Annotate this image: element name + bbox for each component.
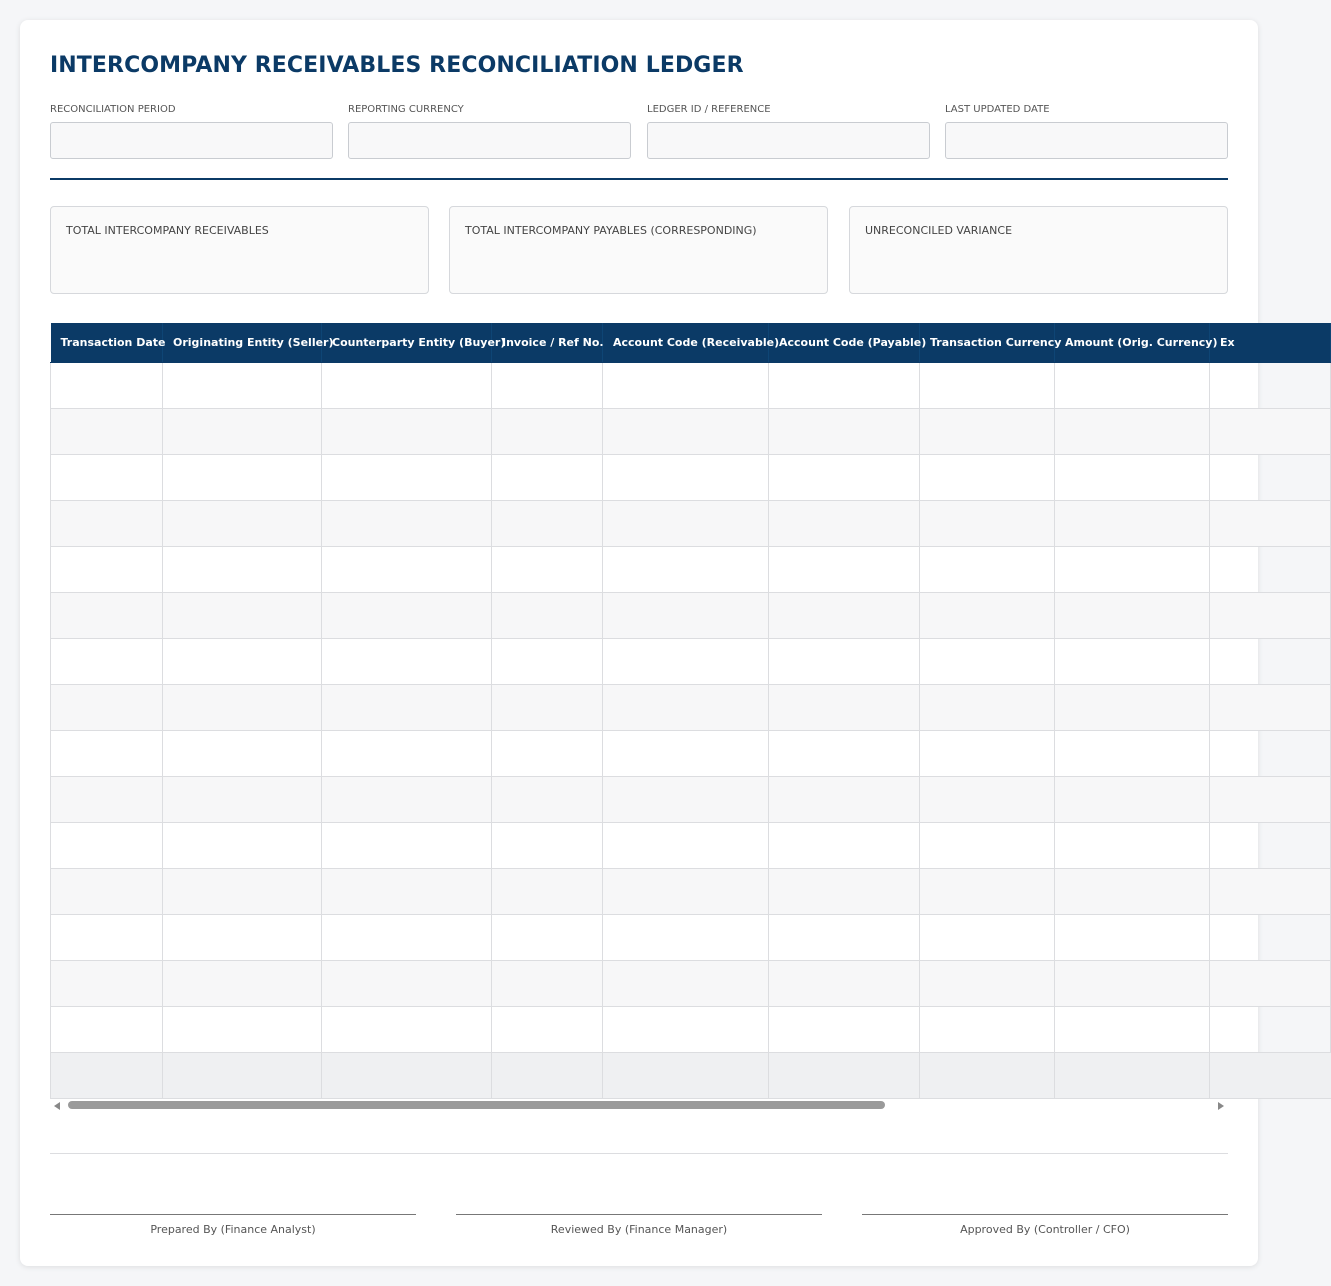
table-cell[interactable] xyxy=(1210,546,1331,592)
unreconciled-variance-label: UNRECONCILED VARIANCE xyxy=(865,224,1013,237)
total-receivables-box xyxy=(50,206,429,294)
table-cell[interactable] xyxy=(51,730,163,776)
signature-label-approved: Approved By (Controller / CFO) xyxy=(960,1223,1130,1236)
table-row xyxy=(51,684,1331,730)
table-cell[interactable] xyxy=(163,868,322,914)
table-cell[interactable] xyxy=(163,592,322,638)
signature-reviewed-by xyxy=(456,1214,822,1236)
table-cell[interactable] xyxy=(1210,684,1331,730)
table-cell[interactable] xyxy=(603,500,769,546)
table-cell[interactable] xyxy=(322,454,492,500)
table-row xyxy=(51,408,1331,454)
table-cell[interactable] xyxy=(920,868,1055,914)
table-cell[interactable] xyxy=(492,638,603,684)
table-cell[interactable] xyxy=(920,914,1055,960)
table-cell[interactable] xyxy=(51,408,163,454)
table-cell[interactable] xyxy=(1055,1006,1210,1052)
table-cell xyxy=(920,1052,1055,1098)
table-cell[interactable] xyxy=(1055,454,1210,500)
table-cell[interactable] xyxy=(51,868,163,914)
table-cell xyxy=(322,1052,492,1098)
signature-label-prepared: Prepared By (Finance Analyst) xyxy=(150,1223,316,1236)
reconciliation-period-field xyxy=(50,103,333,159)
scroll-left-icon[interactable] xyxy=(54,1102,60,1110)
table-cell[interactable] xyxy=(51,592,163,638)
table-cell[interactable] xyxy=(603,638,769,684)
table-cell[interactable] xyxy=(920,592,1055,638)
horizontal-scrollbar[interactable] xyxy=(50,1099,1228,1113)
table-cell[interactable] xyxy=(920,684,1055,730)
table-cell[interactable] xyxy=(1055,730,1210,776)
table-cell[interactable] xyxy=(492,914,603,960)
table-row xyxy=(51,546,1331,592)
table-cell[interactable] xyxy=(603,684,769,730)
table-cell[interactable] xyxy=(51,960,163,1006)
table-cell[interactable] xyxy=(322,1006,492,1052)
table-cell[interactable] xyxy=(492,408,603,454)
table-cell[interactable] xyxy=(51,822,163,868)
table-cell[interactable] xyxy=(769,454,920,500)
reporting-currency-field xyxy=(348,103,631,159)
table-cell xyxy=(603,1052,769,1098)
table-cell[interactable] xyxy=(492,822,603,868)
table-cell[interactable] xyxy=(1210,776,1331,822)
last-updated-date-label: LAST UPDATED DATE xyxy=(945,104,1050,115)
table-cell[interactable] xyxy=(1210,362,1331,408)
table-cell[interactable] xyxy=(51,776,163,822)
table-cell[interactable] xyxy=(322,776,492,822)
table-cell[interactable] xyxy=(163,546,322,592)
table-cell[interactable] xyxy=(769,362,920,408)
table-cell[interactable] xyxy=(322,592,492,638)
table-cell[interactable] xyxy=(322,684,492,730)
ledger-card xyxy=(20,20,1258,1266)
table-row xyxy=(51,500,1331,546)
ledger-id-label: LEDGER ID / REFERENCE xyxy=(647,104,771,115)
table-cell[interactable] xyxy=(769,914,920,960)
table-cell[interactable] xyxy=(322,868,492,914)
unreconciled-variance-box xyxy=(849,206,1228,294)
table-cell[interactable] xyxy=(1055,684,1210,730)
table-cell[interactable] xyxy=(769,684,920,730)
table-cell[interactable] xyxy=(1210,500,1331,546)
table-cell[interactable] xyxy=(322,914,492,960)
table-cell[interactable] xyxy=(920,822,1055,868)
table-cell[interactable] xyxy=(603,454,769,500)
table-cell[interactable] xyxy=(1055,362,1210,408)
table-row xyxy=(51,638,1331,684)
scroll-right-icon[interactable] xyxy=(1218,1102,1224,1110)
table-cell[interactable] xyxy=(163,914,322,960)
table-cell[interactable] xyxy=(163,822,322,868)
table-cell[interactable] xyxy=(322,362,492,408)
reporting-currency-input[interactable] xyxy=(348,122,631,159)
table-cell[interactable] xyxy=(163,730,322,776)
table-row xyxy=(51,868,1331,914)
table-cell[interactable] xyxy=(920,960,1055,1006)
table-cell[interactable] xyxy=(322,546,492,592)
header-divider xyxy=(50,178,1228,180)
signature-label-reviewed: Reviewed By (Finance Manager) xyxy=(550,1223,728,1236)
table-cell[interactable] xyxy=(920,546,1055,592)
table-cell[interactable] xyxy=(920,362,1055,408)
signature-prepared-by xyxy=(50,1214,416,1236)
column-header-originating-entity: Originating Entity (Seller) xyxy=(163,323,322,362)
ledger-table-container[interactable] xyxy=(50,323,1235,1099)
table-cell[interactable] xyxy=(492,592,603,638)
table-cell[interactable] xyxy=(51,684,163,730)
table-cell[interactable] xyxy=(492,868,603,914)
table-row xyxy=(51,1006,1331,1052)
table-cell[interactable] xyxy=(163,1006,322,1052)
table-cell[interactable] xyxy=(920,1006,1055,1052)
table-cell[interactable] xyxy=(163,960,322,1006)
column-header-account-receivable: Account Code (Receivable) xyxy=(603,323,769,362)
table-cell[interactable] xyxy=(1210,868,1331,914)
table-cell[interactable] xyxy=(51,1006,163,1052)
last-updated-date-input[interactable] xyxy=(945,122,1228,159)
column-header-amount-orig: Amount (Orig. Currency) xyxy=(1055,323,1210,362)
column-header-transaction-currency: Transaction Currency xyxy=(920,323,1055,362)
table-cell[interactable] xyxy=(603,362,769,408)
signature-approved-by xyxy=(862,1214,1228,1236)
table-cell[interactable] xyxy=(51,914,163,960)
reconciliation-period-input[interactable] xyxy=(50,122,333,159)
table-cell[interactable] xyxy=(1055,914,1210,960)
table-cell[interactable] xyxy=(492,546,603,592)
table-cell[interactable] xyxy=(769,1006,920,1052)
table-row xyxy=(51,592,1331,638)
total-payables-box xyxy=(449,206,828,294)
table-cell[interactable] xyxy=(492,500,603,546)
table-cell[interactable] xyxy=(920,776,1055,822)
table-row xyxy=(51,776,1331,822)
column-header-account-payable: Account Code (Payable) xyxy=(769,323,920,362)
ledger-id-field xyxy=(647,103,930,159)
table-cell[interactable] xyxy=(1210,914,1331,960)
table-cell[interactable] xyxy=(1055,500,1210,546)
table-cell xyxy=(1210,1052,1331,1098)
table-cell[interactable] xyxy=(492,776,603,822)
total-payables-label: TOTAL INTERCOMPANY PAYABLES (CORRESPONDING) xyxy=(465,224,757,237)
table-body xyxy=(51,362,1331,1098)
table-cell[interactable] xyxy=(51,500,163,546)
table-cell[interactable] xyxy=(492,730,603,776)
table-cell[interactable] xyxy=(920,730,1055,776)
table-cell[interactable] xyxy=(163,684,322,730)
table-cell[interactable] xyxy=(1055,638,1210,684)
table-cell[interactable] xyxy=(920,454,1055,500)
table-cell[interactable] xyxy=(1055,868,1210,914)
table-cell[interactable] xyxy=(163,638,322,684)
table-cell[interactable] xyxy=(603,408,769,454)
table-cell[interactable] xyxy=(1210,454,1331,500)
table-cell[interactable] xyxy=(1210,592,1331,638)
table-cell[interactable] xyxy=(1055,546,1210,592)
reporting-currency-label: REPORTING CURRENCY xyxy=(348,104,464,115)
column-header-invoice-ref: Invoice / Ref No. xyxy=(492,323,603,362)
table-header xyxy=(51,323,1331,362)
table-cell[interactable] xyxy=(603,776,769,822)
ledger-table xyxy=(50,323,1331,1099)
table-cell[interactable] xyxy=(920,638,1055,684)
table-cell[interactable] xyxy=(1055,592,1210,638)
table-cell[interactable] xyxy=(1210,730,1331,776)
table-cell[interactable] xyxy=(322,638,492,684)
table-cell[interactable] xyxy=(1055,776,1210,822)
table-cell xyxy=(769,1052,920,1098)
table-cell[interactable] xyxy=(1210,638,1331,684)
table-cell[interactable] xyxy=(769,408,920,454)
table-cell[interactable] xyxy=(603,546,769,592)
signature-line xyxy=(456,1214,822,1215)
table-row xyxy=(51,822,1331,868)
table-cell[interactable] xyxy=(769,592,920,638)
table-cell[interactable] xyxy=(769,500,920,546)
signature-line xyxy=(50,1214,416,1215)
table-cell[interactable] xyxy=(603,914,769,960)
table-cell[interactable] xyxy=(163,362,322,408)
table-cell[interactable] xyxy=(1210,960,1331,1006)
table-cell[interactable] xyxy=(603,1006,769,1052)
table-cell[interactable] xyxy=(163,408,322,454)
signature-line xyxy=(862,1214,1228,1215)
table-row xyxy=(51,960,1331,1006)
table-cell xyxy=(163,1052,322,1098)
table-cell[interactable] xyxy=(492,454,603,500)
table-cell[interactable] xyxy=(322,960,492,1006)
table-cell[interactable] xyxy=(492,960,603,1006)
table-row xyxy=(51,730,1331,776)
footer-divider xyxy=(50,1153,1228,1154)
table-cell[interactable] xyxy=(51,362,163,408)
page-title: INTERCOMPANY RECEIVABLES RECONCILIATION LEDGER xyxy=(50,53,744,78)
total-receivables-label: TOTAL INTERCOMPANY RECEIVABLES xyxy=(66,224,269,237)
table-row xyxy=(51,362,1331,408)
column-header-transaction-date: Transaction Date xyxy=(51,323,163,362)
scrollbar-thumb[interactable] xyxy=(68,1101,885,1109)
table-cell[interactable] xyxy=(769,730,920,776)
table-cell[interactable] xyxy=(492,684,603,730)
table-cell[interactable] xyxy=(603,822,769,868)
table-cell[interactable] xyxy=(769,822,920,868)
table-cell[interactable] xyxy=(163,500,322,546)
table-cell[interactable] xyxy=(492,1006,603,1052)
table-cell[interactable] xyxy=(769,776,920,822)
table-cell[interactable] xyxy=(51,454,163,500)
table-cell[interactable] xyxy=(1055,408,1210,454)
table-cell[interactable] xyxy=(603,730,769,776)
last-updated-date-field xyxy=(945,103,1228,159)
table-cell[interactable] xyxy=(1055,822,1210,868)
table-cell[interactable] xyxy=(163,776,322,822)
table-cell[interactable] xyxy=(769,960,920,1006)
header-row xyxy=(51,323,1331,362)
table-cell[interactable] xyxy=(603,592,769,638)
table-cell[interactable] xyxy=(920,500,1055,546)
table-cell[interactable] xyxy=(492,362,603,408)
table-cell[interactable] xyxy=(322,730,492,776)
table-row xyxy=(51,454,1331,500)
table-cell[interactable] xyxy=(769,868,920,914)
table-cell[interactable] xyxy=(603,960,769,1006)
table-cell[interactable] xyxy=(603,868,769,914)
table-cell[interactable] xyxy=(1210,822,1331,868)
totals-row xyxy=(51,1052,1331,1098)
ledger-id-input[interactable] xyxy=(647,122,930,159)
table-cell[interactable] xyxy=(322,822,492,868)
table-cell xyxy=(492,1052,603,1098)
table-cell xyxy=(1055,1052,1210,1098)
table-row xyxy=(51,914,1331,960)
table-cell[interactable] xyxy=(1210,1006,1331,1052)
table-cell xyxy=(51,1052,163,1098)
table-cell[interactable] xyxy=(769,546,920,592)
table-cell[interactable] xyxy=(51,546,163,592)
reconciliation-period-label: RECONCILIATION PERIOD xyxy=(50,104,176,115)
column-header-counterparty-entity: Counterparty Entity (Buyer) xyxy=(322,323,492,362)
column-header-exchange-rate: Ex xyxy=(1210,323,1331,362)
table-cell[interactable] xyxy=(769,638,920,684)
table-cell[interactable] xyxy=(920,408,1055,454)
table-cell[interactable] xyxy=(322,408,492,454)
table-cell[interactable] xyxy=(1055,960,1210,1006)
table-cell[interactable] xyxy=(1210,408,1331,454)
table-cell[interactable] xyxy=(322,500,492,546)
table-cell[interactable] xyxy=(51,638,163,684)
table-cell[interactable] xyxy=(163,454,322,500)
